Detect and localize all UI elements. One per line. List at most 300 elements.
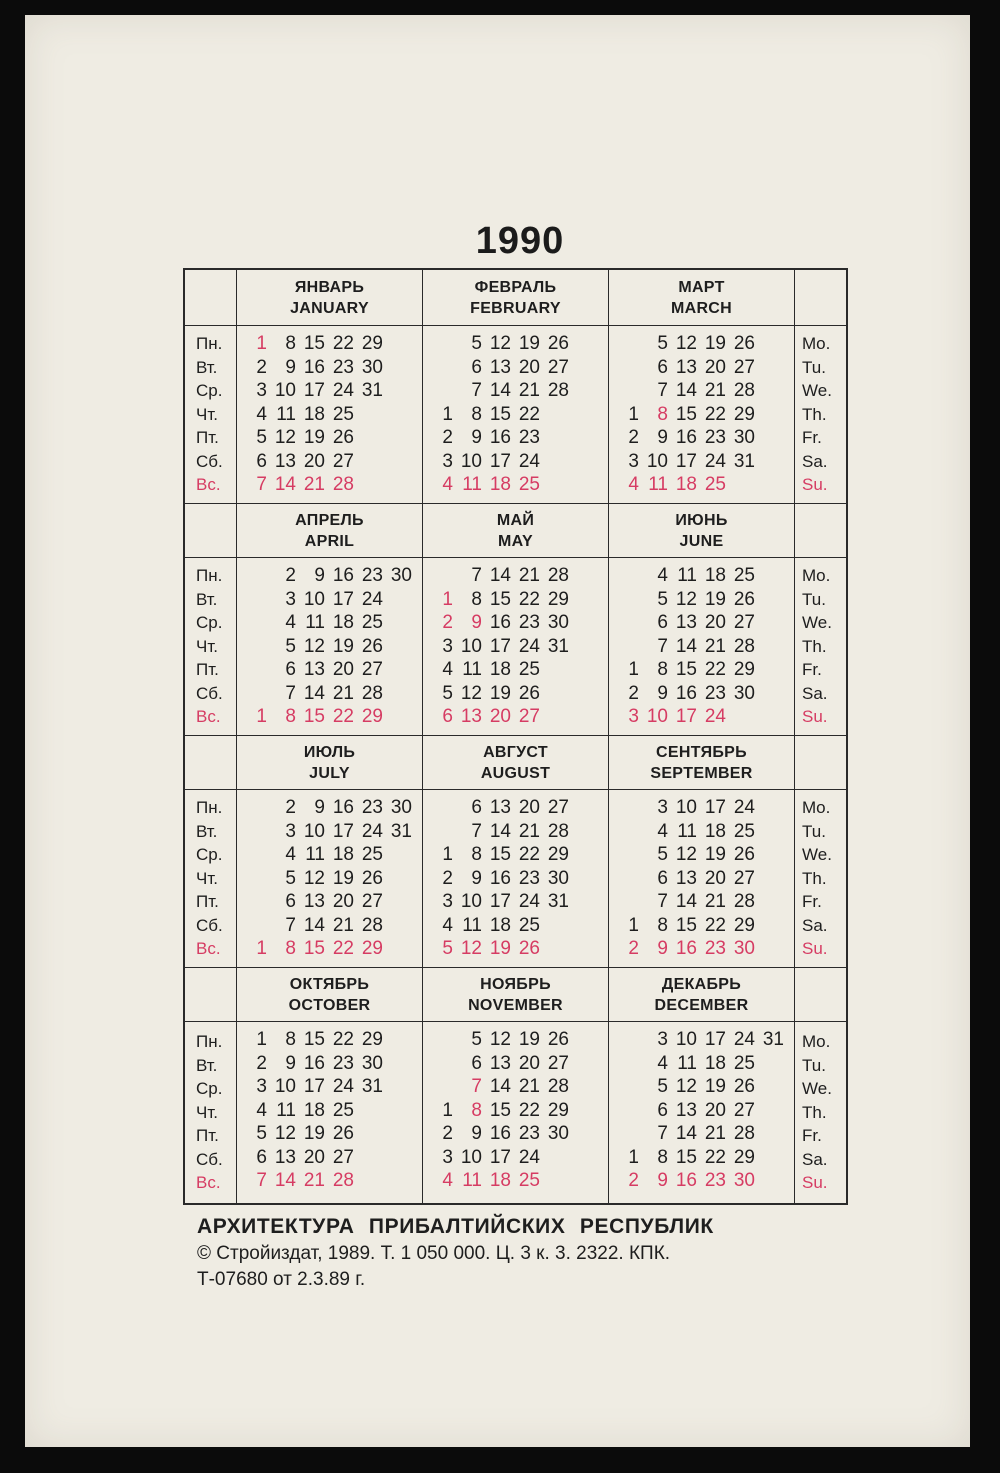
day-number: 9 <box>657 682 668 704</box>
day-blank <box>431 564 453 588</box>
day-blank <box>617 843 639 867</box>
day-number: 14 <box>675 891 697 912</box>
month-header <box>237 968 423 1022</box>
day-number: 14 <box>489 1076 511 1097</box>
weekday-labels-ru <box>185 790 237 968</box>
month-header <box>237 504 423 558</box>
day-number: 11 <box>648 474 668 495</box>
day-number: 17 <box>489 450 511 472</box>
day-blank <box>617 356 639 380</box>
day-number: 4 <box>442 474 453 495</box>
weekday-row <box>617 635 786 659</box>
day-number: 2 <box>628 938 639 959</box>
day-number: 13 <box>274 450 296 472</box>
weekday-label-en: Tu. <box>802 357 826 377</box>
weekday-label-ru: Вс. <box>196 475 221 495</box>
month-name-ru: НОЯБРЬ <box>480 975 551 993</box>
day-number: 11 <box>305 612 325 633</box>
weekday-row <box>617 403 786 427</box>
day-number: 7 <box>471 380 482 401</box>
day-number: 6 <box>657 612 668 633</box>
day-blank <box>617 1052 639 1076</box>
weekday-label-ru: Ср. <box>196 1079 223 1099</box>
day-number: 15 <box>303 938 325 959</box>
weekday-row <box>617 426 786 450</box>
day-number: 12 <box>460 682 482 704</box>
day-blank <box>245 867 267 891</box>
day-number: 16 <box>489 427 511 448</box>
day-number: 27 <box>733 612 755 633</box>
day-number: 14 <box>675 1123 697 1144</box>
day-number: 10 <box>303 820 325 842</box>
day-number: 21 <box>704 380 726 401</box>
month-header <box>237 736 423 790</box>
day-number: 13 <box>274 1146 296 1168</box>
day-number: 7 <box>285 914 296 936</box>
day-number: 29 <box>733 914 755 936</box>
day-number: 17 <box>675 450 697 472</box>
weekday-row <box>245 473 414 497</box>
day-number: 21 <box>518 565 540 586</box>
weekday-row <box>245 450 414 474</box>
weekday-row <box>617 588 786 612</box>
day-number: 13 <box>675 356 697 378</box>
day-number: 10 <box>460 1146 482 1168</box>
day-number: 27 <box>547 356 569 378</box>
weekday-labels-en <box>795 326 846 504</box>
day-number: 19 <box>303 1123 325 1144</box>
day-number: 16 <box>675 938 697 959</box>
day-number: 25 <box>518 1170 540 1191</box>
day-number: 6 <box>442 706 453 727</box>
weekday-label-ru: Пн. <box>196 334 223 354</box>
weekday-label-ru: Вт. <box>196 357 218 377</box>
day-blank <box>245 658 267 682</box>
day-number: 30 <box>733 1170 755 1191</box>
weekday-label-ru: Вт. <box>196 821 218 841</box>
day-number: 4 <box>442 659 453 680</box>
day-number: 12 <box>675 844 697 865</box>
day-number: 8 <box>285 938 296 959</box>
weekday-labels-en <box>795 790 846 968</box>
day-number: 11 <box>305 844 325 865</box>
day-number: 23 <box>704 427 726 448</box>
day-number: 4 <box>442 914 453 936</box>
day-number: 2 <box>285 565 296 586</box>
day-number: 11 <box>276 403 296 425</box>
day-number: 9 <box>285 1052 296 1074</box>
day-number: 1 <box>256 1029 267 1050</box>
day-number: 16 <box>489 1123 511 1144</box>
day-number: 15 <box>675 914 697 936</box>
day-number: 27 <box>518 706 540 727</box>
weekday-label-en: Fr. <box>802 660 822 680</box>
day-number: 14 <box>489 380 511 401</box>
month-name-ru: ОКТЯБРЬ <box>289 975 370 993</box>
weekday-row <box>245 682 414 706</box>
weekday-row <box>617 379 786 403</box>
month-days <box>237 558 423 736</box>
day-number: 13 <box>303 891 325 912</box>
month-header <box>609 270 795 326</box>
day-number: 18 <box>489 914 511 936</box>
day-number: 17 <box>303 1076 325 1097</box>
day-number: 1 <box>442 403 453 425</box>
day-number: 10 <box>274 1076 296 1097</box>
weekday-row <box>431 867 600 891</box>
day-number: 2 <box>256 356 267 378</box>
day-blank <box>617 379 639 403</box>
day-number: 9 <box>657 1170 668 1191</box>
day-blank <box>245 796 267 820</box>
day-number: 20 <box>489 706 511 727</box>
day-number: 18 <box>489 474 511 495</box>
month-days <box>423 558 609 736</box>
day-number: 25 <box>733 565 755 586</box>
day-number: 28 <box>361 682 383 704</box>
weekday-row <box>431 473 600 497</box>
day-number: 12 <box>489 1029 511 1050</box>
day-blank <box>617 1122 639 1146</box>
weekday-row <box>245 426 414 450</box>
day-number: 19 <box>704 333 726 354</box>
weekday-row <box>245 1075 414 1099</box>
month-name-en: FEBRUARY <box>470 299 561 317</box>
weekday-label-ru: Чт. <box>196 1102 218 1122</box>
day-number: 23 <box>704 1170 726 1191</box>
month-name-en: AUGUST <box>480 764 551 782</box>
day-number: 12 <box>303 867 325 889</box>
month-days <box>609 326 795 504</box>
month-name-en: SEPTEMBER <box>650 764 753 782</box>
day-number: 21 <box>518 820 540 842</box>
weekday-row <box>245 1122 414 1146</box>
weekday-row <box>245 1146 414 1170</box>
day-number: 14 <box>274 474 296 495</box>
day-number: 5 <box>657 844 668 865</box>
day-number: 7 <box>285 682 296 704</box>
day-number: 20 <box>704 1099 726 1121</box>
month-days <box>237 326 423 504</box>
day-number: 10 <box>460 450 482 472</box>
weekday-row <box>617 705 786 729</box>
day-number: 2 <box>442 427 453 448</box>
day-number: 31 <box>547 891 569 912</box>
day-number: 18 <box>489 1170 511 1191</box>
day-number: 15 <box>489 1099 511 1121</box>
day-number: 16 <box>332 797 354 818</box>
day-number: 30 <box>733 682 755 704</box>
day-number: 10 <box>303 588 325 610</box>
day-number: 27 <box>547 1052 569 1074</box>
month-name-ru: АВГУСТ <box>483 743 548 761</box>
day-number: 9 <box>471 1123 482 1144</box>
day-number: 24 <box>704 706 726 727</box>
weekday-row <box>245 914 414 938</box>
day-number: 8 <box>657 1146 668 1168</box>
weekday-row <box>245 867 414 891</box>
day-number: 24 <box>361 588 383 610</box>
day-number: 24 <box>332 380 354 401</box>
weekday-row <box>245 890 414 914</box>
day-number: 30 <box>390 565 412 586</box>
day-number: 31 <box>361 380 383 401</box>
day-number: 19 <box>303 427 325 448</box>
day-number: 30 <box>361 1052 383 1074</box>
weekday-row <box>245 1028 414 1052</box>
day-number: 5 <box>471 1029 482 1050</box>
weekday-label-en: Fr. <box>802 1126 822 1146</box>
day-number: 18 <box>704 820 726 842</box>
weekday-label-ru: Вт. <box>196 589 218 609</box>
day-number: 6 <box>285 891 296 912</box>
day-number: 29 <box>361 1029 383 1050</box>
weekday-label-en: Th. <box>802 1102 827 1122</box>
weekday-labels-en <box>795 558 846 736</box>
weekday-label-en: We. <box>802 381 832 401</box>
weekday-row <box>617 1099 786 1123</box>
weekday-row <box>245 1099 414 1123</box>
weekday-label-en: Su. <box>802 707 828 727</box>
day-blank <box>617 332 639 356</box>
weekday-label-ru: Пт. <box>196 428 219 448</box>
day-number: 21 <box>704 635 726 657</box>
day-number: 22 <box>332 706 354 727</box>
day-number: 12 <box>303 635 325 657</box>
day-number: 23 <box>704 682 726 704</box>
month-name-en: MAY <box>498 532 533 550</box>
day-blank <box>245 564 267 588</box>
weekday-row <box>431 820 600 844</box>
day-number: 19 <box>518 1029 540 1050</box>
day-blank <box>431 379 453 403</box>
day-number: 28 <box>361 914 383 936</box>
weekday-row <box>431 937 600 961</box>
day-number: 24 <box>518 635 540 657</box>
day-number: 31 <box>762 1029 784 1050</box>
month-name-ru: АПРЕЛЬ <box>295 511 364 529</box>
day-number: 22 <box>518 844 540 865</box>
day-number: 16 <box>303 356 325 378</box>
day-number: 22 <box>518 588 540 610</box>
weekday-row <box>617 450 786 474</box>
day-number: 1 <box>628 403 639 425</box>
day-number: 31 <box>547 635 569 657</box>
day-blank <box>617 564 639 588</box>
weekday-row <box>617 332 786 356</box>
day-number: 15 <box>303 1029 325 1050</box>
day-number: 16 <box>675 682 697 704</box>
day-number: 4 <box>657 820 668 842</box>
weekday-label-ru: Сб. <box>196 683 223 703</box>
day-number: 31 <box>733 450 755 472</box>
day-number: 21 <box>303 474 325 495</box>
day-number: 3 <box>442 450 453 472</box>
weekday-label-ru: Пн. <box>196 1032 223 1052</box>
weekday-label-en: Su. <box>802 1173 828 1193</box>
weekday-labels-en <box>795 1022 846 1203</box>
day-number: 18 <box>332 844 354 865</box>
day-number: 14 <box>675 635 697 657</box>
day-number: 25 <box>733 820 755 842</box>
day-number: 16 <box>675 1170 697 1191</box>
day-number: 10 <box>460 635 482 657</box>
day-number: 20 <box>303 1146 325 1168</box>
day-number: 3 <box>256 1076 267 1097</box>
day-number: 4 <box>285 612 296 633</box>
day-number: 1 <box>628 1146 639 1168</box>
day-number: 29 <box>733 403 755 425</box>
weekday-label-en: Sa. <box>802 1149 828 1169</box>
day-number: 3 <box>285 820 296 842</box>
day-number: 26 <box>332 427 354 448</box>
day-number: 30 <box>390 797 412 818</box>
day-number: 1 <box>442 1099 453 1121</box>
day-number: 24 <box>518 1146 540 1168</box>
weekday-row <box>245 820 414 844</box>
month-name-en: APRIL <box>304 532 355 550</box>
day-number: 15 <box>303 333 325 354</box>
header-blank-left <box>185 736 237 790</box>
weekday-label-en: Th. <box>802 868 827 888</box>
day-number: 8 <box>657 659 668 680</box>
day-number: 26 <box>547 1029 569 1050</box>
day-number: 26 <box>518 682 540 704</box>
weekday-row <box>617 1075 786 1099</box>
day-number: 22 <box>704 659 726 680</box>
weekday-row <box>617 843 786 867</box>
weekday-row <box>245 356 414 380</box>
header-blank-left <box>185 270 237 326</box>
day-blank <box>431 820 453 844</box>
day-number: 9 <box>285 356 296 378</box>
day-number: 18 <box>489 659 511 680</box>
day-number: 11 <box>677 1052 697 1074</box>
year-title: 1990 <box>475 220 565 262</box>
day-number: 22 <box>332 333 354 354</box>
day-number: 23 <box>518 867 540 889</box>
day-number: 27 <box>361 891 383 912</box>
weekday-row <box>431 1169 600 1193</box>
weekday-label-ru: Сб. <box>196 1149 223 1169</box>
weekday-label-en: Mo. <box>802 334 831 354</box>
weekday-row <box>431 796 600 820</box>
month-header <box>423 504 609 558</box>
day-number: 5 <box>285 867 296 889</box>
day-number: 19 <box>704 588 726 610</box>
day-number: 24 <box>733 797 755 818</box>
weekday-row <box>431 450 600 474</box>
day-number: 28 <box>733 635 755 657</box>
day-number: 3 <box>657 1029 668 1050</box>
day-number: 10 <box>274 380 296 401</box>
weekday-label-ru: Вс. <box>196 707 221 727</box>
day-number: 21 <box>303 1170 325 1191</box>
day-number: 11 <box>462 474 482 495</box>
day-number: 27 <box>733 867 755 889</box>
day-number: 19 <box>332 635 354 657</box>
day-number: 20 <box>518 797 540 818</box>
day-blank <box>245 588 267 612</box>
day-number: 4 <box>442 1170 453 1191</box>
day-number: 29 <box>547 844 569 865</box>
day-number: 15 <box>675 1146 697 1168</box>
day-number: 23 <box>518 1123 540 1144</box>
weekday-row <box>431 1028 600 1052</box>
day-number: 7 <box>657 380 668 401</box>
day-number: 21 <box>332 682 354 704</box>
weekday-label-en: We. <box>802 1079 832 1099</box>
weekday-row <box>617 796 786 820</box>
weekday-row <box>431 588 600 612</box>
month-name-ru: ИЮНЬ <box>675 511 728 529</box>
day-number: 7 <box>256 1170 267 1191</box>
day-number: 4 <box>657 1052 668 1074</box>
day-number: 10 <box>675 797 697 818</box>
day-number: 23 <box>332 1052 354 1074</box>
day-number: 25 <box>361 612 383 633</box>
day-blank <box>617 796 639 820</box>
day-number: 10 <box>646 450 668 472</box>
day-number: 18 <box>675 474 697 495</box>
day-number: 20 <box>518 1052 540 1074</box>
day-number: 11 <box>677 820 697 842</box>
day-number: 20 <box>704 356 726 378</box>
day-number: 9 <box>314 565 325 586</box>
weekday-label-en: We. <box>802 613 832 633</box>
day-number: 5 <box>657 333 668 354</box>
weekday-row <box>431 1122 600 1146</box>
weekday-row <box>431 705 600 729</box>
day-number: 11 <box>462 659 482 680</box>
day-number: 24 <box>518 450 540 472</box>
day-number: 7 <box>471 820 482 842</box>
day-number: 30 <box>361 356 383 378</box>
day-number: 3 <box>628 450 639 472</box>
day-blank <box>617 635 639 659</box>
day-number: 29 <box>547 588 569 610</box>
day-number: 7 <box>471 565 482 586</box>
day-number: 26 <box>547 333 569 354</box>
day-number: 25 <box>332 403 354 425</box>
day-blank <box>617 890 639 914</box>
day-number: 4 <box>285 844 296 865</box>
weekday-labels-ru <box>185 558 237 736</box>
day-number: 17 <box>704 797 726 818</box>
day-number: 28 <box>733 891 755 912</box>
day-number: 2 <box>285 797 296 818</box>
weekday-row <box>617 1052 786 1076</box>
day-blank <box>617 588 639 612</box>
month-name-ru: МАЙ <box>496 511 535 529</box>
day-number: 17 <box>489 635 511 657</box>
day-number: 29 <box>361 706 383 727</box>
day-number: 21 <box>332 914 354 936</box>
weekday-row <box>431 914 600 938</box>
day-number: 10 <box>675 1029 697 1050</box>
month-days <box>423 1022 609 1203</box>
day-number: 15 <box>489 844 511 865</box>
day-number: 13 <box>675 1099 697 1121</box>
weekday-labels-ru <box>185 326 237 504</box>
weekday-row <box>431 890 600 914</box>
day-number: 12 <box>274 427 296 448</box>
day-number: 17 <box>489 891 511 912</box>
weekday-label-ru: Ср. <box>196 381 223 401</box>
day-number: 3 <box>657 797 668 818</box>
weekday-row <box>617 937 786 961</box>
day-number: 8 <box>657 914 668 936</box>
